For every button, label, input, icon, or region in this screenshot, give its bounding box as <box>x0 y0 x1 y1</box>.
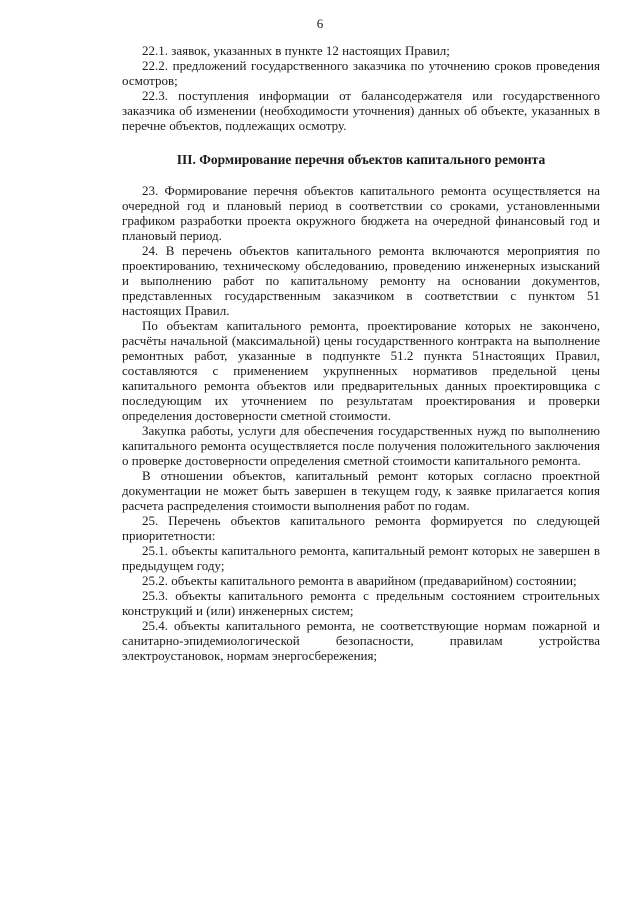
clause-25-1: 25.1. объекты капитального ремонта, капитальный ремонт которых не завершен в предыдущем году; <box>122 543 600 573</box>
clause-25: 25. Перечень объектов капитального ремонта формируется по следующей приоритетности: <box>122 513 600 543</box>
paragraph-multiyear: В отношении объектов, капитальный ремонт которых согласно проектной документации не может быть завершен в текущем году, к заявке прилагается копия расчета распределения стоимости выполнения работ по годам. <box>122 468 600 513</box>
clause-22-1: 22.1. заявок, указанных в пункте 12 настоящих Правил; <box>142 43 450 58</box>
paragraph-pricing: По объектам капитального ремонта, проектирование которых не закончено, расчёты начальной (максимальной) цены государственного контракта на выполнение ремонтных работ, указанные в подпункте 51.2 пункта 51настоящих Правил, составляются с применением укрупненных нормативов предельной цены капитального ремонта объектов или предварительных данных проектировщика с последующим их уточнением по результатам проектирования и проверки определения достоверности сметной стоимости. <box>122 318 600 423</box>
page-number: 6 <box>316 16 324 31</box>
clause-22-3: 22.3. поступления информации от балансодержателя или государственного заказчика об изменении (необходимости уточнения) данных об объекте, указанных в перечне объектов, подлежащих осмотру. <box>122 88 600 133</box>
clause-25-2: 25.2. объекты капитального ремонта в аварийном (предаварийном) состоянии; <box>142 573 577 588</box>
clause-23: 23. Формирование перечня объектов капитального ремонта осуществляется на очередной год и плановый период в соответствии со сроками, установленными графиком разработки проекта окружного бюджета на очередной финансовый год и плановый период. <box>122 183 600 243</box>
clauses-22 <box>122 43 600 133</box>
clause-24: 24. В перечень объектов капитального ремонта включаются мероприятия по проектированию, техническому обследованию, проведению инженерных изысканий и выполнению работ по капитальному ремонту на основании документов, представленных государственным заказчиком в соответствии с пунктом 51 настоящих Правил. <box>122 243 600 318</box>
clauses-23-25 <box>122 183 600 663</box>
clause-25-3: 25.3. объекты капитального ремонта с предельным состоянием строительных конструкций и (или) инженерных систем; <box>122 588 600 618</box>
clause-25-4: 25.4. объекты капитального ремонта, не соответствующие нормам пожарной и санитарно-эпидемиологической безопасности, правилам устройства электроустановок, нормам энергосбережения; <box>122 618 600 663</box>
section-heading: III. Формирование перечня объектов капитального ремонта <box>176 152 546 167</box>
paragraph-procurement: Закупка работы, услуги для обеспечения государственных нужд по выполнению капитального ремонта осуществляется после получения положительного заключения о проверке достоверности определения сметной стоимости капитального ремонта. <box>122 423 600 468</box>
clause-22-2: 22.2. предложений государственного заказчика по уточнению сроков проведения осмотров; <box>122 58 600 88</box>
